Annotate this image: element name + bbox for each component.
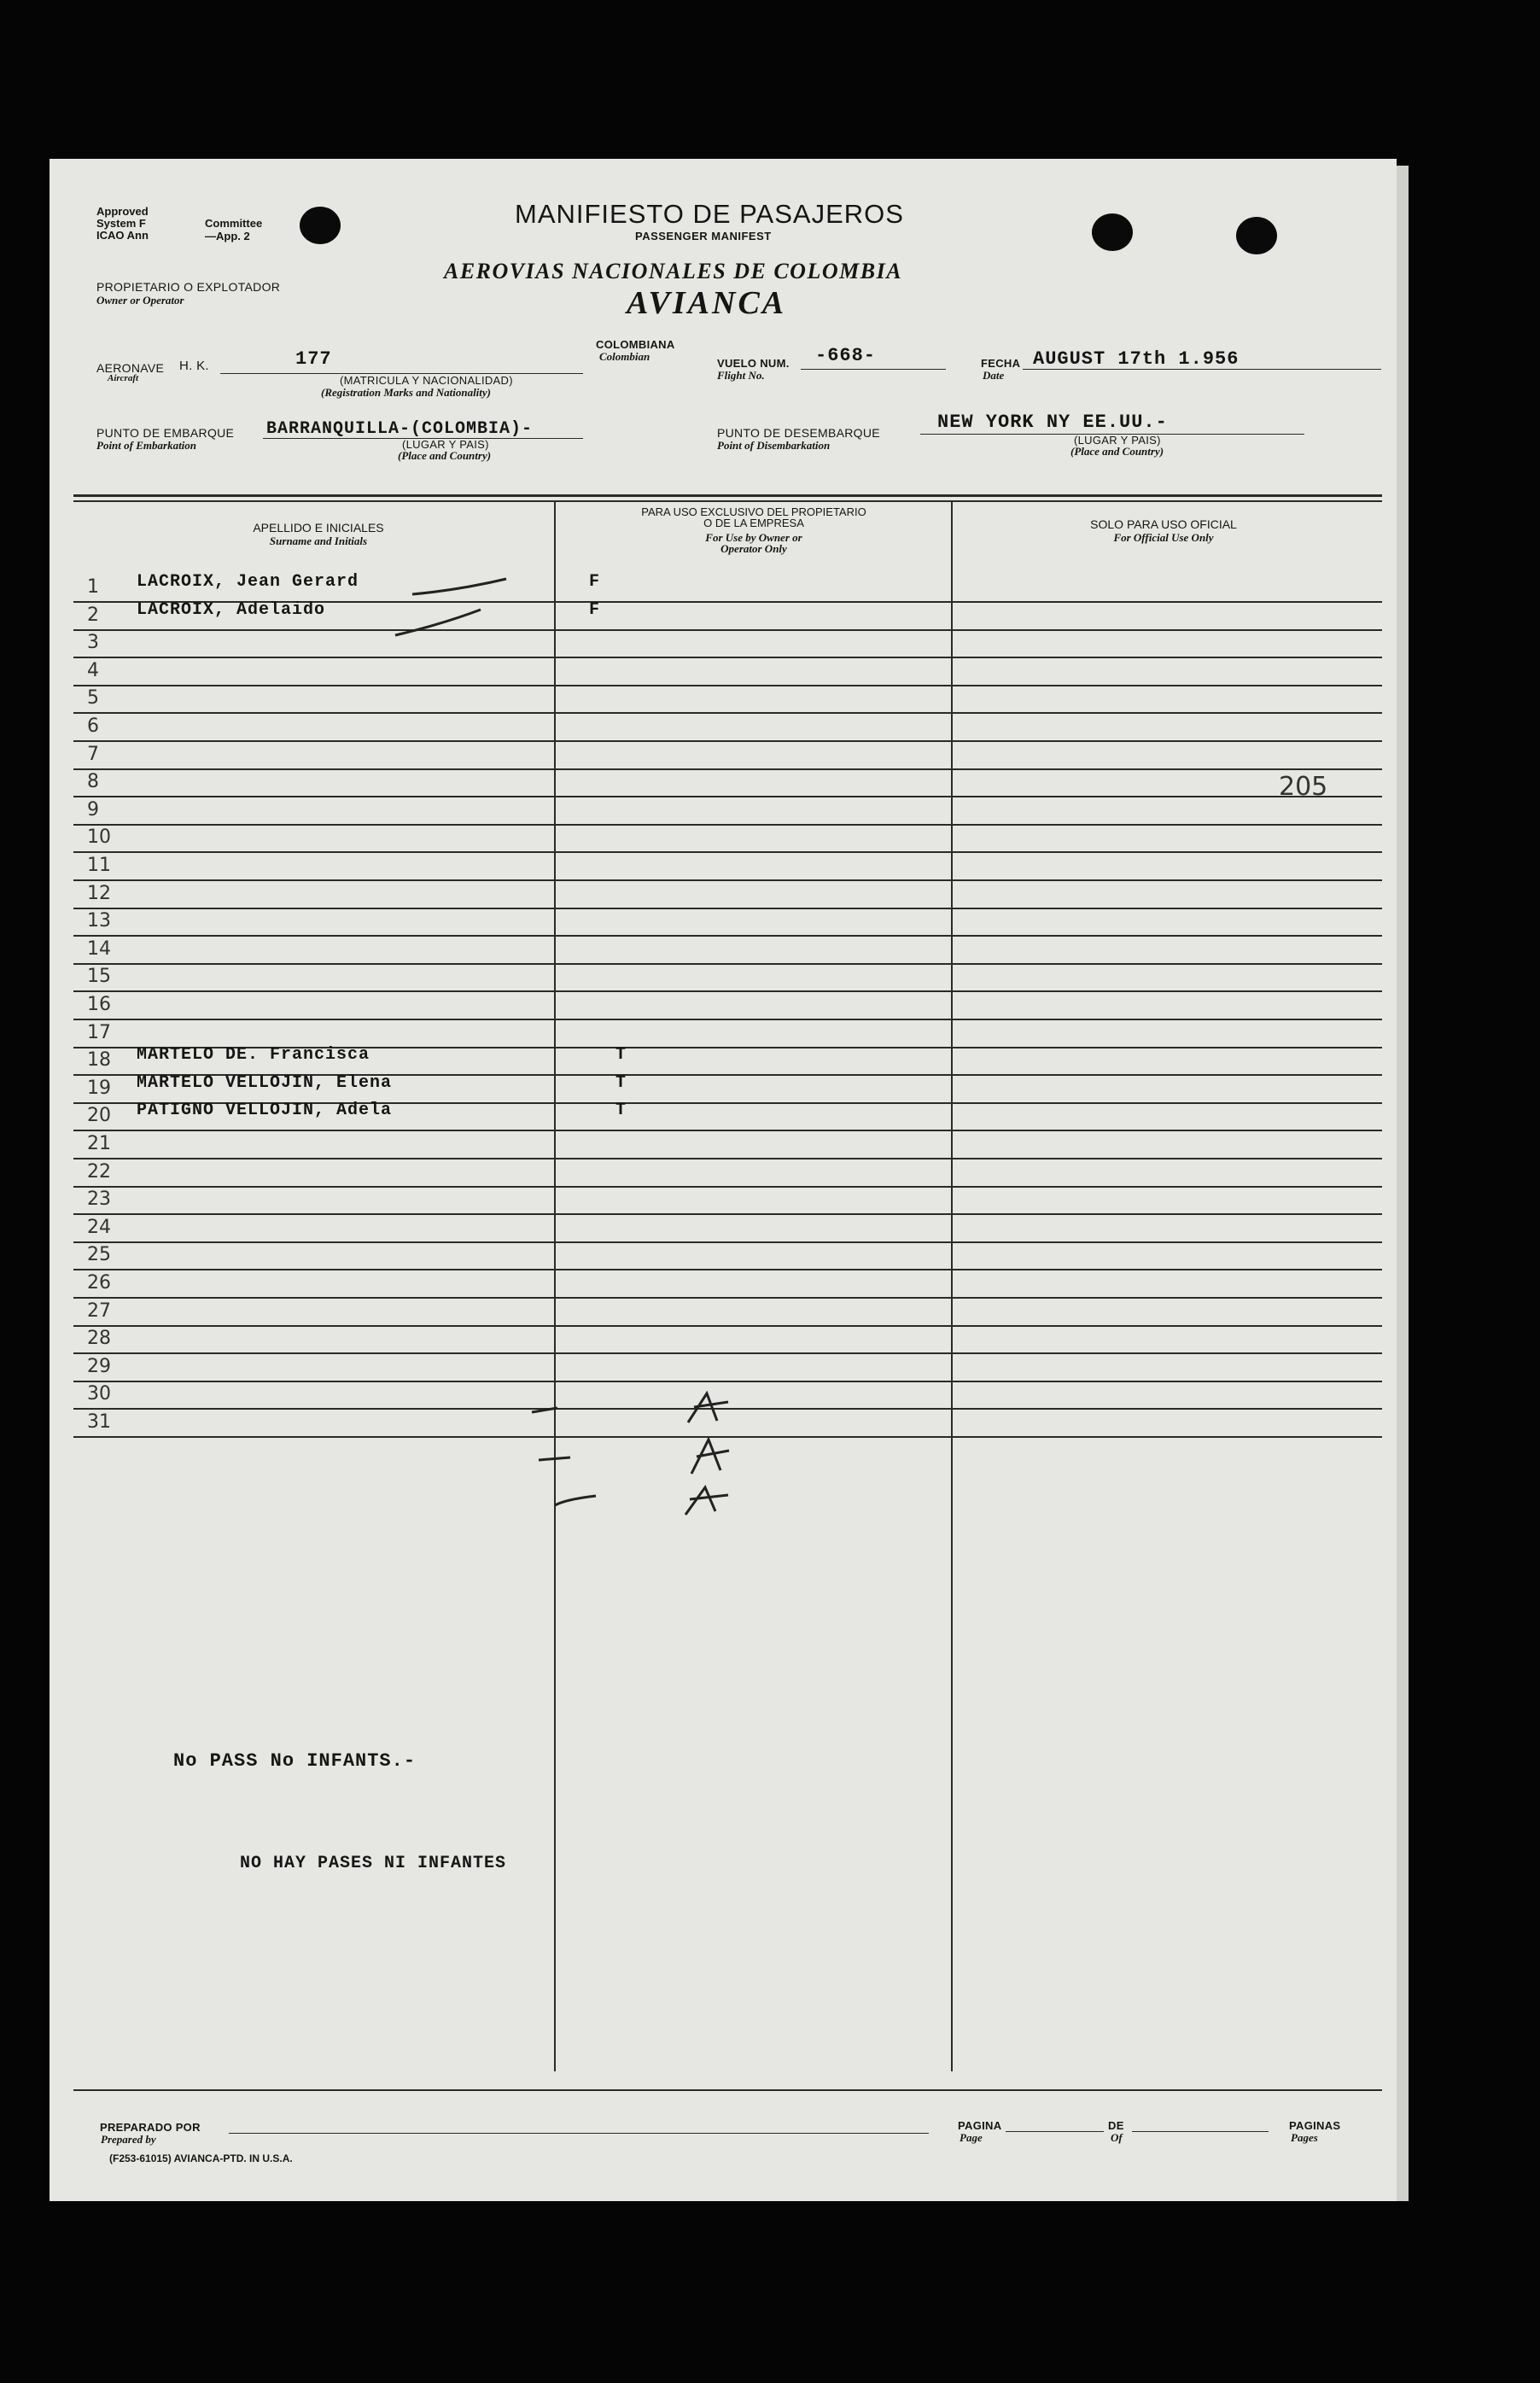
approval-appendix: —App. 2 <box>205 230 250 242</box>
col-owner-header-1: PARA USO EXCLUSIVO DEL PROPIETARIO <box>641 505 866 518</box>
date-value: AUGUST 17th 1.956 <box>1033 348 1240 370</box>
col-owner-header-2: O DE LA EMPRESA <box>703 517 804 529</box>
owner-code: T <box>615 1072 627 1093</box>
embark-place-label: (LUGAR Y PAIS) <box>402 438 489 451</box>
owner-label-en: Owner or Operator <box>96 294 184 307</box>
disembark-label-en: Point of Disembarkation <box>717 439 831 452</box>
row-number: 30 <box>87 1383 111 1405</box>
row-number: 26 <box>87 1272 111 1294</box>
row-number: 17 <box>87 1021 111 1043</box>
row-number: 27 <box>87 1300 111 1322</box>
row-number: 5 <box>87 687 99 710</box>
row-number: 12 <box>87 882 111 904</box>
passenger-name: PATIGNO VELLOJIN, Adela <box>137 1101 393 1121</box>
row-number: 11 <box>87 855 111 876</box>
col-owner-header-en-2: Operator Only <box>720 542 787 555</box>
passenger-name: LACROIX, Adelaido <box>137 599 326 620</box>
of-underline <box>1132 2131 1269 2132</box>
disembark-value: NEW YORK NY EE.UU.- <box>937 412 1168 433</box>
page-label: PAGINA <box>958 2119 1002 2132</box>
row-number: 22 <box>87 1160 111 1183</box>
embark-label: PUNTO DE EMBARQUE <box>96 426 235 440</box>
date-label: FECHA <box>981 357 1021 370</box>
aircraft-label: AERONAVE <box>96 361 165 375</box>
note-no-passengers-en: No PASS No INFANTS.- <box>173 1750 417 1772</box>
approval-line-2: System F <box>96 217 146 230</box>
date-label-en: Date <box>983 369 1005 382</box>
disembark-place-label-en: (Place and Country) <box>1070 445 1164 458</box>
manifest-title-en: PASSENGER MANIFEST <box>635 230 772 242</box>
row-number: 20 <box>87 1105 111 1127</box>
passenger-name: LACROIX, Jean Gerard <box>137 572 359 592</box>
owner-code: T <box>615 1101 627 1121</box>
registration-label: (MATRICULA Y NACIONALIDAD) <box>340 374 513 387</box>
row-number: 29 <box>87 1355 111 1377</box>
row-number: 25 <box>87 1244 111 1266</box>
owner-code: T <box>615 1045 627 1066</box>
flight-label-en: Flight No. <box>717 369 765 382</box>
passenger-name: MARTELO VELLOJIN, Elena <box>137 1072 393 1093</box>
airline-name: AEROVIAS NACIONALES DE COLOMBIA <box>444 259 903 283</box>
approval-committee: Committee <box>205 217 263 230</box>
row-number: 21 <box>87 1133 111 1154</box>
note-no-passengers-es: NO HAY PASES NI INFANTES <box>240 1854 507 1873</box>
handwritten-check-marks <box>50 159 1397 2201</box>
row-number: 2 <box>87 604 99 626</box>
print-code: (F253-61015) AVIANCA-PTD. IN U.S.A. <box>109 2152 293 2164</box>
manifest-sheet <box>50 159 1397 2201</box>
prepared-label: PREPARADO POR <box>100 2121 201 2134</box>
row-number: 28 <box>87 1328 111 1350</box>
disembark-label: PUNTO DE DESEMBARQUE <box>717 426 880 440</box>
pages-label: PAGINAS <box>1289 2119 1341 2132</box>
col-official-header: SOLO PARA USO OFICIAL <box>1090 517 1237 531</box>
row-number: 7 <box>87 743 99 765</box>
prepared-underline <box>229 2133 929 2134</box>
owner-code: F <box>589 599 601 620</box>
col-owner-header-en-1: For Use by Owner or <box>705 531 802 544</box>
row-number: 4 <box>87 659 99 681</box>
col-name-header-en: Surname and Initials <box>269 534 368 547</box>
nationality-label: COLOMBIANA <box>596 338 675 351</box>
passenger-name: MARTELO DE. Francisca <box>137 1045 370 1066</box>
row-number: 18 <box>87 1049 111 1072</box>
prepared-label-en: Prepared by <box>101 2133 156 2146</box>
row-number: 3 <box>87 632 99 654</box>
manifest-title: MANIFIESTO DE PASAJEROS <box>515 199 904 229</box>
col-name-header: APELLIDO E INICIALES <box>253 521 384 534</box>
flight-label: VUELO NUM. <box>717 357 790 370</box>
pages-label-en: Pages <box>1291 2131 1318 2144</box>
row-number: 15 <box>87 966 111 988</box>
disembark-place-label: (LUGAR Y PAIS) <box>1074 434 1161 447</box>
row-number: 10 <box>87 826 111 849</box>
registration-label-en: (Registration Marks and Nationality) <box>321 386 491 399</box>
embark-value: BARRANQUILLA-(COLOMBIA)- <box>266 419 534 439</box>
approval-line-3: ICAO Ann <box>96 229 149 242</box>
nationality-label-en: Colombian <box>599 350 650 363</box>
row-number: 9 <box>87 798 99 821</box>
row-number: 23 <box>87 1189 111 1211</box>
airline-brand: AVIANCA <box>627 285 787 321</box>
footer-top-rule <box>73 2089 1382 2091</box>
owner-code: F <box>589 572 601 592</box>
of-label: DE <box>1108 2119 1124 2132</box>
row-number: 16 <box>87 994 111 1015</box>
row-number: 8 <box>87 771 99 793</box>
row-number: 19 <box>87 1077 111 1099</box>
aircraft-prefix: H. K. <box>179 359 209 373</box>
page-label-en: Page <box>960 2131 983 2144</box>
flight-number: -668- <box>815 345 877 366</box>
embark-place-label-en: (Place and Country) <box>398 449 492 462</box>
approval-line-1: Approved <box>96 205 149 218</box>
col-official-header-en: For Official Use Only <box>1113 531 1214 544</box>
aircraft-label-en: Aircraft <box>108 373 139 383</box>
row-number: 24 <box>87 1216 111 1238</box>
owner-label: PROPIETARIO O EXPLOTADOR <box>96 280 281 294</box>
row-number: 1 <box>87 576 99 598</box>
row-number: 31 <box>87 1411 111 1433</box>
page-underline <box>1006 2131 1104 2132</box>
of-label-en: Of <box>1111 2131 1123 2144</box>
row-number: 6 <box>87 715 99 737</box>
official-stamp-number: 205 <box>1279 772 1328 802</box>
row-number: 14 <box>87 937 111 960</box>
aircraft-value: 177 <box>295 348 332 370</box>
embark-label-en: Point of Embarkation <box>96 439 197 452</box>
row-number: 13 <box>87 910 111 932</box>
